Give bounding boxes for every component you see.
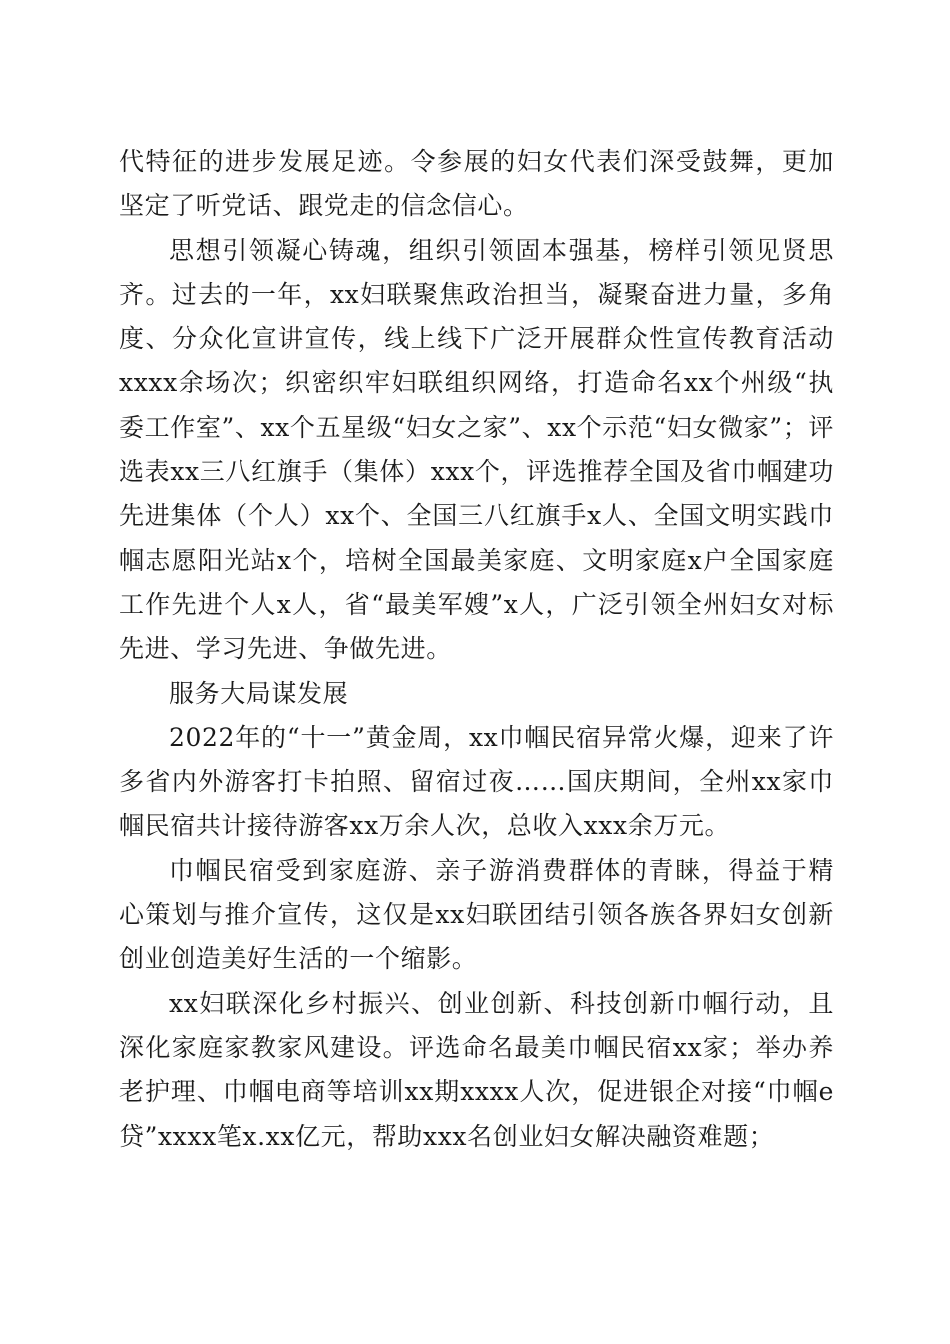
- paragraph-1: 代特征的进步发展足迹。令参展的妇女代表们深受鼓舞，更加坚定了听党话、跟党走的信念信心。: [119, 147, 834, 221]
- paragraph-3: 2022年的“十一”黄金周，xx巾帼民宿异常火爆，迎来了许多省内外游客打卡拍照、留宿过夜……国庆期间，全州xx家巾帼民宿共计接待游客xx万余人次，总收入xxx余万元。: [119, 722, 834, 841]
- document-body: [119, 140, 834, 1159]
- paragraph-5: xx妇联深化乡村振兴、创业创新、科技创新巾帼行动，且深化家庭家教家风建设。评选命名最美巾帼民宿xx家；举办养老护理、巾帼电商等培训xx期xxxx人次，促进银企对接“巾帼e贷”xxxx笔x.xx亿元，帮助xxx名创业妇女解决融资难题；: [119, 988, 834, 1151]
- paragraph-2: 思想引领凝心铸魂，组织引领固本强基，榜样引领见贤思齐。过去的一年，xx妇联聚焦政治担当，凝聚奋进力量，多角度、分众化宣讲宣传，线上线下广泛开展群众性宣传教育活动xxxx余场次；织密织牢妇联组织网络，打造命名xx个州级“执委工作室”、xx个五星级“妇女之家”、xx个示范“妇女微家”；评选表xx三八红旗手（集体）xxx个，评选推荐全国及省巾帼建功先进集体（个人）xx个、全国三八红旗手x人、全国文明实践巾帼志愿阳光站x个，培树全国最美家庭、文明家庭x户全国家庭工作先进个人x人，省“最美军嫂”x人，广泛引领全州妇女对标先进、学习先进、争做先进。: [119, 235, 834, 664]
- paragraph-4: 巾帼民宿受到家庭游、亲子游消费群体的青睐，得益于精心策划与推介宣传，这仅是xx妇联团结引领各族各界妇女创新创业创造美好生活的一个缩影。: [119, 855, 834, 974]
- section-heading: 服务大局谋发展: [169, 678, 349, 708]
